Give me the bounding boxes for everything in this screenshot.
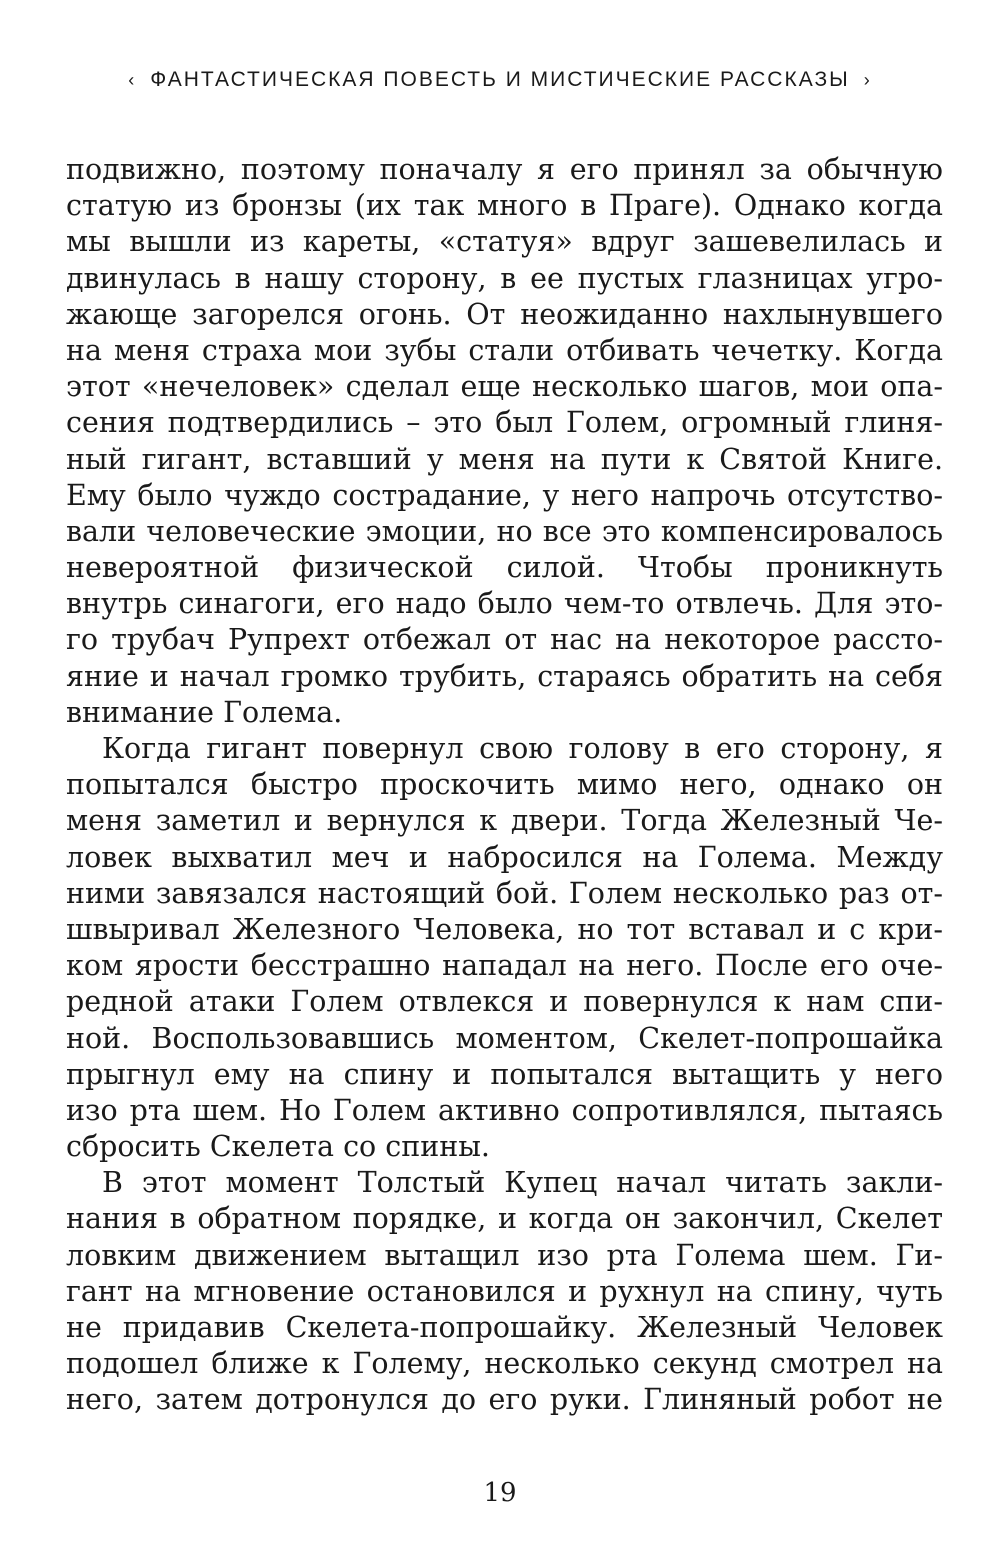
text-line: Ему было чуждо сострадание, у него напрочь отсутство- bbox=[66, 478, 943, 512]
text-line: ком ярости бесстрашно нападал на него. После его оче- bbox=[66, 949, 943, 983]
text-line: прыгнул ему на спину и попытался вытащить у него bbox=[66, 1057, 943, 1091]
left-guillemet-ornament: ‹ bbox=[128, 70, 137, 90]
text-line: жающе загорелся огонь. От неожиданно нахлынувшего bbox=[66, 297, 943, 331]
text-line: подвижно, поэтому поначалу я его принял за обычную bbox=[66, 153, 943, 186]
text-line: попытался быстро проскочить мимо него, однако он bbox=[66, 768, 943, 802]
text-line: не придавив Скелета-попрошайку. Железный Человек bbox=[66, 1311, 943, 1344]
text-line: редной атаки Голем отвлекся и повернулся к нам спи- bbox=[66, 985, 943, 1019]
text-line: В этот момент Толстый Купец начал читать закли- bbox=[102, 1166, 943, 1200]
paragraph bbox=[66, 152, 943, 731]
text-line: сбросить Скелета со спины. bbox=[66, 1130, 490, 1164]
text-line: этот «нечеловек» сделал еще несколько шагов, мои опа- bbox=[66, 370, 943, 404]
text-line: яние и начал громко трубить, стараясь обратить на себя bbox=[66, 659, 943, 693]
text-line: изо рта шем. Но Голем активно сопротивлялся, пытаясь bbox=[66, 1093, 943, 1127]
running-header-title: ФАНТАСТИЧЕСКАЯ ПОВЕСТЬ И МИСТИЧЕСКИЕ РАССКАЗЫ bbox=[150, 68, 850, 91]
text-line: статую из бронзы (их так много в Праге). Однако когда bbox=[66, 189, 943, 223]
text-line: Когда гигант повернул свою голову в его сторону, я bbox=[102, 732, 943, 765]
text-line: гант на мгновение остановился и рухнул на спину, чуть bbox=[66, 1274, 943, 1308]
text-line: подошел ближе к Голему, несколько секунд смотрел на bbox=[66, 1347, 943, 1381]
page-number: 19 bbox=[483, 1478, 517, 1508]
text-line: швыривал Железного Человека, но тот вставал и с кри- bbox=[66, 912, 943, 946]
text-line: меня заметил и вернулся к двери. Тогда Железный Че- bbox=[66, 804, 943, 838]
text-line: ловек выхватил меч и набросился на Голема. Между bbox=[66, 840, 943, 874]
text-line: го трубач Рупрехт отбежал от нас на некоторое рассто- bbox=[66, 623, 943, 657]
text-line: внимание Голема. bbox=[66, 695, 343, 729]
paragraph bbox=[66, 731, 943, 1165]
text-line: двинулась в нашу сторону, в ее пустых глазницах угро- bbox=[66, 261, 943, 295]
text-line: вали человеческие эмоции, но все это компенсировалось bbox=[66, 514, 943, 548]
running-header bbox=[0, 68, 1000, 92]
body-text bbox=[66, 152, 943, 1419]
text-line: ной. Воспользовавшись моментом, Скелет-попрошайка bbox=[66, 1021, 943, 1055]
text-line: невероятной физической силой. Чтобы проникнуть bbox=[66, 551, 943, 585]
text-line: мы вышли из кареты, «статуя» вдруг зашевелилась и bbox=[66, 225, 943, 259]
text-line: на меня страха мои зубы стали отбивать чечетку. Когда bbox=[66, 333, 943, 367]
text-line: внутрь синагоги, его надо было чем-то отвлечь. Для это- bbox=[66, 587, 943, 621]
text-line: нания в обратном порядке, и когда он закончил, Скелет bbox=[66, 1202, 943, 1236]
text-line: ный гигант, вставший у меня на пути к Святой Книге. bbox=[66, 442, 943, 476]
paragraph bbox=[66, 1165, 943, 1418]
right-guillemet-ornament: › bbox=[863, 70, 872, 90]
text-line: ними завязался настоящий бой. Голем несколько раз от- bbox=[66, 876, 943, 910]
text-line: сения подтвердились – это был Голем, огромный глиня- bbox=[66, 406, 943, 440]
text-line: него, затем дотронулся до его руки. Глиняный робот не bbox=[66, 1383, 943, 1417]
text-line: ловким движением вытащил изо рта Голема шем. Ги- bbox=[66, 1238, 943, 1272]
